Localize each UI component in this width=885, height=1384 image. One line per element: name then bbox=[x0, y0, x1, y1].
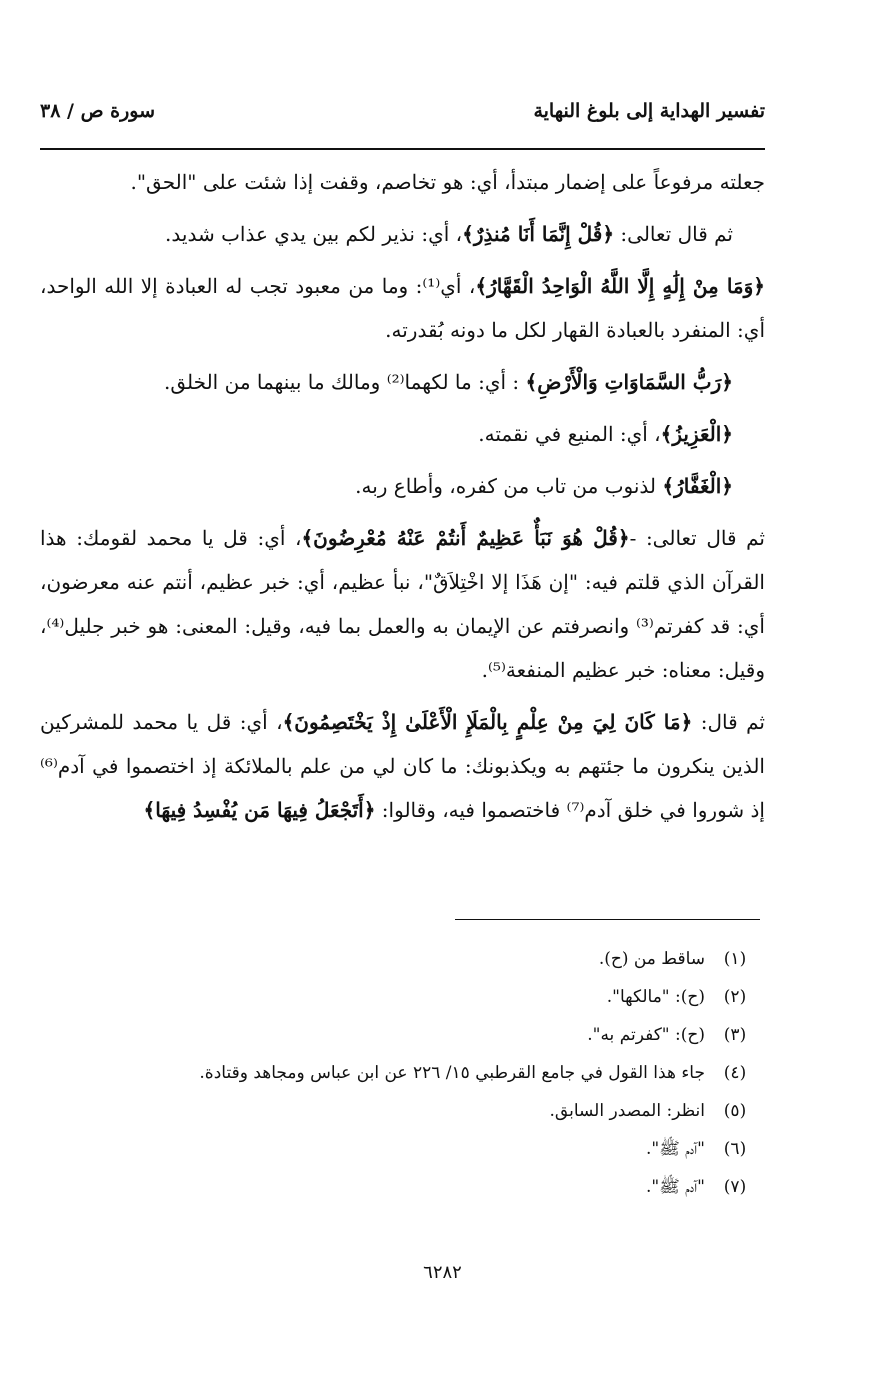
page-number: ٦٢٨٢ bbox=[423, 1262, 462, 1283]
footnote bbox=[40, 1168, 765, 1206]
footnote-separator bbox=[455, 919, 760, 920]
footnote bbox=[40, 1054, 765, 1092]
footnote-number: (٧) bbox=[723, 1177, 747, 1197]
quran-verse: ﴿مَا كَانَ لِيَ مِنْ عِلْمٍ بِالْمَلَإِ الْأَعْلَىٰ إِذْ يَخْتَصِمُونَ﴾ bbox=[282, 710, 693, 734]
footnote bbox=[40, 978, 765, 1016]
footnote-text: (ح): "مالكها". bbox=[606, 987, 705, 1007]
footnote bbox=[40, 1092, 765, 1130]
paragraph-text: ، أي: المنيع في نقمته. bbox=[478, 422, 661, 446]
paragraph bbox=[40, 264, 765, 352]
footnote bbox=[40, 940, 765, 978]
paragraph bbox=[40, 360, 765, 404]
header-rule bbox=[40, 148, 765, 150]
quran-verse: ﴿الْعَزِيزُ﴾ bbox=[660, 422, 733, 446]
footnote-text: "آدم ﷺ". bbox=[646, 1139, 705, 1159]
quran-verse: ﴿قُلْ هُوَ نَبَأٌ عَظِيمٌ أَنتُمْ عَنْهُ مُعْرِضُونَ﴾ bbox=[301, 526, 630, 550]
footnote-number: (٤) bbox=[723, 1063, 747, 1083]
paragraph-text: ثم قال تعالى: bbox=[614, 222, 733, 246]
paragraph-text: لذنوب من تاب من كفره، وأطاع ربه. bbox=[355, 474, 663, 498]
paragraph bbox=[40, 212, 765, 256]
running-header bbox=[40, 92, 765, 132]
footnote-number: (٥) bbox=[723, 1101, 747, 1121]
paragraph bbox=[40, 464, 765, 508]
footnote-number: (٢) bbox=[723, 987, 747, 1007]
paragraph-text: جعلته مرفوعاً على إضمار مبتدأ، أي: هو تخاصم، وقفت إذا شئت على "الحق". bbox=[130, 170, 765, 194]
footnote-text: "آدم ﷺ". bbox=[646, 1177, 705, 1197]
footnote-text: ساقط من (ح). bbox=[598, 949, 705, 969]
paragraph-text: ثم قال: bbox=[692, 710, 765, 734]
paragraph-text: ، أي: قل يا محمد للمشركين الذين ينكرون ما جئتهم به ويكذبونك: ما كان لي من علم بالملائكة إذ اختصموا في آدم⁽⁶⁾ إذ شوروا في خلق آدم⁽⁷⁾ فاختصموا فيه، وقالوا: bbox=[40, 710, 765, 822]
quran-verse: ﴿قُلْ إِنَّمَا أَنَا مُنذِرٌ﴾ bbox=[462, 222, 615, 246]
paragraph-text: ، أي: نذير لكم بين يدي عذاب شديد. bbox=[165, 222, 463, 246]
footnote-text: جاء هذا القول في جامع القرطبي ١٥/ ٢٢٦ عن ابن عباس ومجاهد وقتادة. bbox=[199, 1063, 705, 1083]
quran-verse: ﴿رَبُّ السَّمَاوَاتِ وَالْأَرْضِ﴾ bbox=[525, 370, 733, 394]
paragraph-text: ، أي: قل يا محمد لقومك: هذا القرآن الذي قلتم فيه: "إن هَذَا إلا اخْتِلاَقٌ"، نبأ عظيم، أي: خبر عظيم، أنتم عنه معرضون، أي: قد كفرتم⁽³⁾ وانصرفتم عن الإيمان به والعمل بما فيه، وقيل: المعنى: هو خبر جليل⁽⁴⁾، وقيل: معناه: خبر عظيم المنفعة⁽⁵⁾. bbox=[40, 526, 765, 682]
paragraph-text: ثم قال تعالى: - bbox=[629, 526, 765, 550]
quran-verse: ﴿أَتَجْعَلُ فِيهَا مَن يُفْسِدُ فِيهَا﴾ bbox=[143, 798, 376, 822]
footnotes bbox=[40, 940, 765, 1206]
book-title: تفسير الهداية إلى بلوغ النهاية bbox=[533, 100, 765, 122]
footnote-number: (٦) bbox=[723, 1139, 747, 1159]
footnote-number: (٣) bbox=[723, 1025, 747, 1045]
paragraph bbox=[40, 516, 765, 692]
paragraph bbox=[40, 412, 765, 456]
footnote bbox=[40, 1130, 765, 1168]
main-text bbox=[40, 160, 765, 840]
paragraph-text: ، أي⁽¹⁾: وما من معبود تجب له العبادة إلا الله الواحد، أي: المنفرد بالعبادة القهار لكل ما دونه بُقدرته. bbox=[40, 274, 765, 342]
footnote-text: انظر: المصدر السابق. bbox=[549, 1101, 705, 1121]
surah-page-reference: سورة ص / ٣٨ bbox=[40, 100, 156, 122]
footnote-number: (١) bbox=[723, 949, 747, 969]
paragraph bbox=[40, 700, 765, 832]
paragraph-text: : أي: ما لكهما⁽²⁾ ومالك ما بينهما من الخلق. bbox=[164, 370, 526, 394]
quran-verse: ﴿وَمَا مِنْ إِلَٰهٍ إِلَّا اللَّهُ الْوَاحِدُ الْقَهَّارُ﴾ bbox=[475, 274, 765, 298]
footnote-text: (ح): "كفرتم به". bbox=[587, 1025, 705, 1045]
footnote bbox=[40, 1016, 765, 1054]
quran-verse: ﴿الْغَفَّارُ﴾ bbox=[662, 474, 733, 498]
paragraph bbox=[40, 160, 765, 204]
